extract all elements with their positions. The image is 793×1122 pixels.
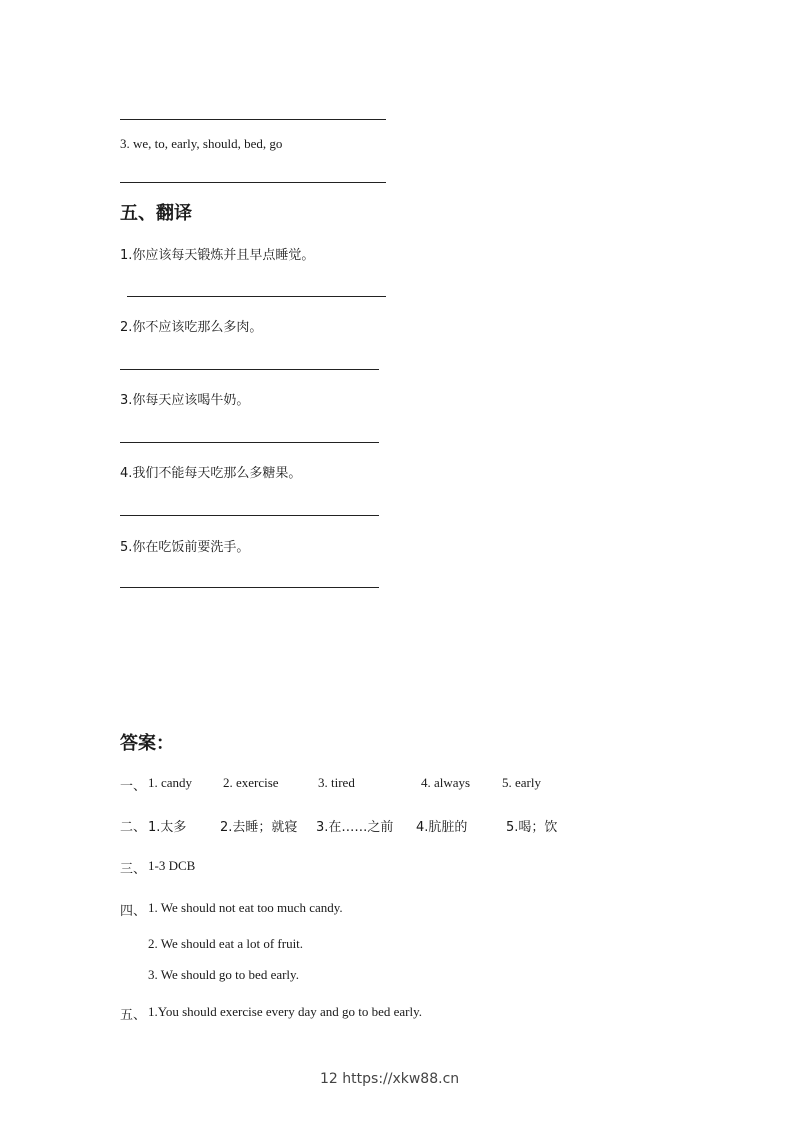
section5-item-1: 1.你应该每天锻炼并且早点睡觉。: [120, 248, 315, 263]
answers-part2-item-2: 2.去睡；就寝: [220, 820, 298, 835]
footer: [320, 1071, 459, 1087]
answers-part3-label: 三、: [120, 862, 147, 877]
answers-part5-label: 五、: [120, 1008, 147, 1023]
answers-part1-item-3: 3. tired: [318, 775, 355, 790]
page-number: 12: [320, 1071, 338, 1087]
answer-line-5-2: [120, 369, 379, 370]
section4-item-3: 3. we, to, early, should, bed, go: [120, 136, 283, 151]
answers-part2-item-1: 1.太多: [148, 820, 187, 835]
answers-title: 答案：: [120, 733, 174, 754]
answers-part2-item-5: 5.喝；饮: [506, 820, 558, 835]
answer-line-4-3: [120, 182, 386, 183]
answers-part2-item-4: 4.肮脏的: [416, 820, 468, 835]
answers-part1-item-1: 1. candy: [148, 775, 193, 790]
section5-item-5: 5.你在吃饭前要洗手。: [120, 540, 250, 555]
answers-part1-item-5: 5. early: [502, 775, 541, 790]
answers-part2-label: 二、: [120, 820, 147, 835]
footer-url[interactable]: https://xkw88.cn: [342, 1071, 460, 1087]
section5-item-2: 2.你不应该吃那么多肉。: [120, 320, 263, 335]
answer-line-5-5: [120, 587, 379, 588]
answers-part1-item-4: 4. always: [421, 775, 471, 790]
answers-part3-text: 1-3 DCB: [148, 858, 196, 873]
answers-part4-item-1: 1. We should not eat too much candy.: [148, 900, 343, 915]
answers-part1-item-2: 2. exercise: [223, 775, 279, 790]
section5-item-4: 4.我们不能每天吃那么多糖果。: [120, 466, 302, 481]
answers-part4-item-3: 3. We should go to bed early.: [148, 967, 299, 982]
answers-part1-label: 一、: [120, 779, 147, 794]
answers-part5-text: 1.You should exercise every day and go to bed early.: [148, 1004, 423, 1019]
answer-line-5-1: [127, 296, 386, 297]
answer-line-4-2: [120, 119, 386, 120]
section5-title: 五、翻译: [120, 203, 192, 224]
answers-part4-label: 四、: [120, 904, 147, 919]
answers-part2-item-3: 3.在……之前: [316, 820, 394, 835]
answer-line-5-4: [120, 515, 379, 516]
section5-item-3: 3.你每天应该喝牛奶。: [120, 393, 250, 408]
answer-line-5-3: [120, 442, 379, 443]
answers-part4-item-2: 2. We should eat a lot of fruit.: [148, 936, 304, 951]
